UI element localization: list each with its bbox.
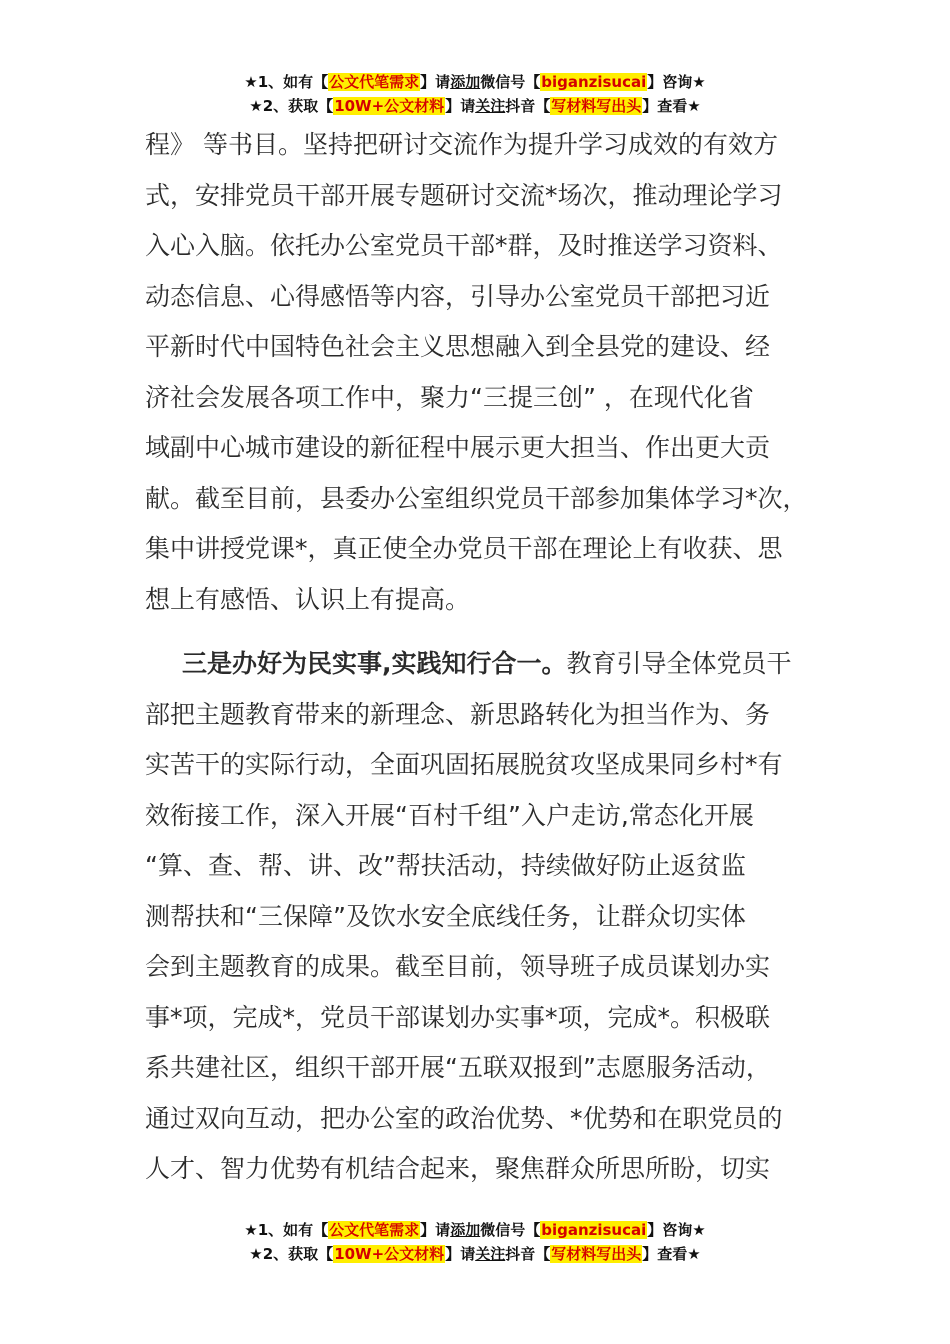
text-line: 集中讲授党课*，真正使全办党员干部在理论上有收获、思 bbox=[145, 534, 783, 563]
document-body bbox=[145, 120, 813, 1195]
header-banner-line-1 bbox=[0, 70, 950, 94]
header-banner-line-2 bbox=[0, 94, 950, 118]
text-line: 人才、智力优势有机结合起来，聚焦群众所思所盼，切实 bbox=[145, 1154, 771, 1183]
highlight-service: 公文代笔需求 bbox=[329, 1221, 420, 1239]
text-line: 济社会发展各项工作中，聚力“三提三创” ，在现代化省 bbox=[145, 382, 754, 412]
banner-text: 】咨询★ bbox=[647, 73, 706, 91]
underlined-text: 添加 bbox=[450, 73, 481, 91]
highlight-douyin-account: 写材料写出头 bbox=[551, 1245, 642, 1263]
highlight-materials: 10W+公文材料 bbox=[334, 1245, 445, 1263]
text-line: 域副中心城市建设的新征程中展示更大担当、作出更大贡 bbox=[145, 433, 771, 462]
text-line: 会到主题教育的成果。截至目前，领导班子成员谋划办实 bbox=[145, 952, 771, 981]
banner-text: 】请 bbox=[445, 97, 476, 115]
text-line: 式，安排党员干部开展专题研讨交流*场次，推动理论学习 bbox=[145, 180, 783, 210]
text-line: “算、查、帮、讲、改”帮扶活动，持续做好防止返贫监 bbox=[145, 851, 746, 880]
banner-text: 微信号【 bbox=[480, 73, 541, 91]
banner-text: 】请 bbox=[420, 1221, 451, 1239]
banner-text: 】请 bbox=[420, 73, 451, 91]
text-line: 献。截至目前，县委办公室组织党员干部参加集体学习*次， bbox=[145, 483, 808, 513]
underlined-text: 关注 bbox=[475, 97, 506, 115]
footer-banner-line-1 bbox=[0, 1218, 950, 1242]
paragraph-heading: 三是办好为民实事,实践知行合一。 bbox=[182, 649, 567, 678]
text-line: 想上有感悟、认识上有提高。 bbox=[145, 584, 471, 614]
banner-text: 】咨询★ bbox=[647, 1221, 706, 1239]
text-line: 测帮扶和“三保障”及饮水安全底线任务，让群众切实体 bbox=[145, 901, 746, 931]
text-line: 平新时代中国特色社会主义思想融入到全县党的建设、经 bbox=[145, 332, 771, 361]
text-line: 效衔接工作，深入开展“百村千组”入户走访,常态化开展 bbox=[145, 800, 754, 830]
banner-text: 】查看★ bbox=[642, 97, 701, 115]
text-line: 入心入脑。依托办公室党员干部*群，及时推送学习资料、 bbox=[145, 231, 783, 260]
highlight-materials: 10W+公文材料 bbox=[334, 97, 445, 115]
banner-text: 微信号【 bbox=[480, 1221, 541, 1239]
highlight-wechat-id: biganzisucai bbox=[541, 73, 647, 91]
banner-text: 】请 bbox=[445, 1245, 476, 1263]
paragraph-2-first-line bbox=[145, 639, 813, 690]
paragraph-gap bbox=[145, 625, 813, 639]
banner-text: ★1、如有【 bbox=[244, 1221, 329, 1239]
text-line: 实苦干的实际行动，全面巩固拓展脱贫攻坚成果同乡村*有 bbox=[145, 750, 783, 779]
banner-text: 抖音【 bbox=[505, 97, 551, 115]
underlined-text: 关注 bbox=[475, 1245, 506, 1263]
paragraph-2 bbox=[145, 639, 813, 1195]
banner-text: ★2、获取【 bbox=[249, 1245, 334, 1263]
text-line: 事*项，完成*，党员干部谋划办实事*项，完成*。积极联 bbox=[145, 1002, 771, 1032]
text-line: 通过双向互动，把办公室的政治优势、*优势和在职党员的 bbox=[145, 1103, 783, 1133]
highlight-service: 公文代笔需求 bbox=[329, 73, 420, 91]
banner-text: 】查看★ bbox=[642, 1245, 701, 1263]
header-banner bbox=[0, 70, 950, 118]
banner-text: ★1、如有【 bbox=[244, 73, 329, 91]
text-span: 教育引导全体党员干 bbox=[566, 649, 792, 678]
text-line: 程》 等书目。坚持把研讨交流作为提升学习成效的有效方 bbox=[145, 130, 778, 159]
highlight-wechat-id: biganzisucai bbox=[541, 1221, 647, 1239]
footer-banner bbox=[0, 1218, 950, 1266]
text-line: 系共建社区，组织干部开展“五联双报到”志愿服务活动， bbox=[145, 1053, 771, 1082]
highlight-douyin-account: 写材料写出头 bbox=[551, 97, 642, 115]
paragraph-1 bbox=[145, 120, 813, 625]
text-line: 部把主题教育带来的新理念、新思路转化为担当作为、务 bbox=[145, 699, 771, 729]
text-line: 动态信息、心得感悟等内容，引导办公室党员干部把习近 bbox=[145, 281, 771, 311]
footer-banner-line-2 bbox=[0, 1242, 950, 1266]
banner-text: ★2、获取【 bbox=[249, 97, 334, 115]
banner-text: 抖音【 bbox=[505, 1245, 551, 1263]
underlined-text: 添加 bbox=[450, 1221, 481, 1239]
